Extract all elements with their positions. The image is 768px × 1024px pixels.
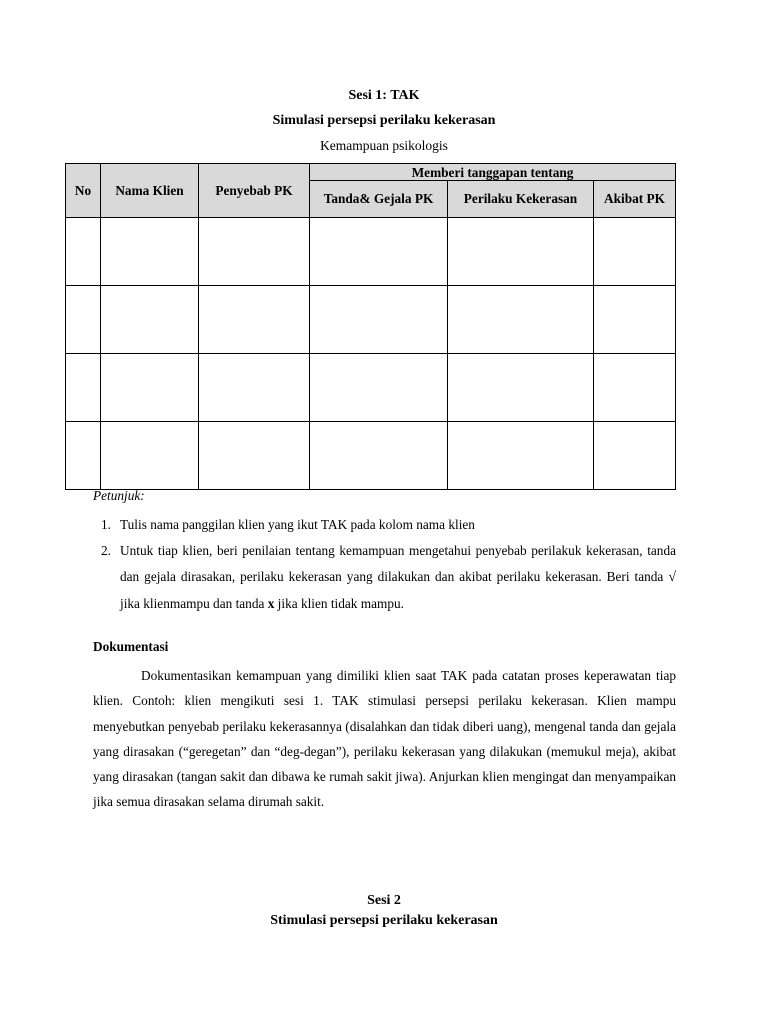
list-item	[93, 538, 676, 617]
list-text-part: jika klienmampu dan tanda	[120, 596, 268, 611]
check-mark: √	[668, 570, 676, 585]
instructions-label: Petunjuk:	[93, 488, 145, 503]
list-item	[93, 512, 676, 538]
assessment-table	[65, 163, 676, 490]
documentation-paragraph: Dokumentasikan kemampuan yang dimiliki klien saat TAK pada catatan proses keperawatan tiap klien. Contoh: klien mengikuti sesi 1. TAK stimulasi persepsi perilaku kekerasan. Klien mampu menyebutkan penyebab perilaku kekerasannya (disalahkan dan tidak diberi uang), mengenal tanda dan gejala yang dirasakan (“geregetan” dan “deg-degan”), perilaku kekerasan yang dilakukan (memukul meja), akibat yang dirasakan (tangan sakit dan dibawa ke rumah sakit jiwa). Anjurkan klien mengingat dan menyampaikan jika semua dirasakan selama dirumah sakit.	[93, 668, 676, 810]
header-tanda-gejala: Tanda& Gejala PK	[310, 181, 448, 218]
table-caption: Kemampuan psikologis	[320, 138, 448, 153]
header-nama-klien: Nama Klien	[101, 164, 199, 218]
session2-subtitle: Stimulasi persepsi perilaku kekerasan	[270, 913, 498, 928]
table-cell[interactable]	[66, 286, 101, 354]
table-cell[interactable]	[594, 422, 676, 490]
session2-title: Sesi 2	[367, 893, 401, 908]
table-cell[interactable]	[310, 218, 448, 286]
table-row	[66, 354, 676, 422]
table-cell[interactable]	[594, 218, 676, 286]
table-cell[interactable]	[66, 354, 101, 422]
table-cell[interactable]	[199, 354, 310, 422]
header-group-tanggapan: Memberi tanggapan tentang	[310, 164, 676, 181]
table-row	[66, 422, 676, 490]
table-cell[interactable]	[310, 354, 448, 422]
table-cell[interactable]	[448, 354, 594, 422]
list-text	[120, 538, 676, 617]
session1-title: Sesi 1: TAK	[348, 88, 420, 103]
table-cell[interactable]	[101, 422, 199, 490]
table-cell[interactable]	[448, 422, 594, 490]
table-row	[66, 286, 676, 354]
table-cell[interactable]	[66, 422, 101, 490]
table-cell[interactable]	[448, 286, 594, 354]
table-cell[interactable]	[199, 422, 310, 490]
list-number: 1.	[101, 517, 111, 532]
session1-subtitle: Simulasi persepsi perilaku kekerasan	[272, 113, 496, 128]
list-text: Tulis nama panggilan klien yang ikut TAK pada kolom nama klien	[120, 517, 475, 532]
table-cell[interactable]	[66, 218, 101, 286]
table-cell[interactable]	[199, 218, 310, 286]
table-cell[interactable]	[199, 286, 310, 354]
table-row	[66, 218, 676, 286]
list-number: 2.	[101, 543, 111, 558]
table-cell[interactable]	[101, 286, 199, 354]
header-perilaku-kekerasan: Perilaku Kekerasan	[448, 181, 594, 218]
list-text-part: Untuk tiap klien, beri penilaian tentang kemampuan mengetahui penyebab perilakuk kekerasan, tanda dan gejala dirasakan, perilaku kekerasan yang dilakukan dan akibat perilaku kekerasan. Beri tanda	[120, 543, 676, 584]
table-cell[interactable]	[101, 218, 199, 286]
list-text-part: jika klien tidak mampu.	[274, 596, 404, 611]
cross-mark: x	[267, 596, 275, 611]
instructions-list	[93, 512, 676, 617]
table-cell[interactable]	[310, 422, 448, 490]
table-cell[interactable]	[310, 286, 448, 354]
table-cell[interactable]	[594, 286, 676, 354]
documentation-heading: Dokumentasi	[93, 639, 169, 654]
table-cell[interactable]	[448, 218, 594, 286]
table-cell[interactable]	[101, 354, 199, 422]
table-cell[interactable]	[594, 354, 676, 422]
header-akibat: Akibat PK	[594, 181, 676, 218]
header-no: No	[66, 164, 101, 218]
header-penyebab-pk: Penyebab PK	[199, 164, 310, 218]
